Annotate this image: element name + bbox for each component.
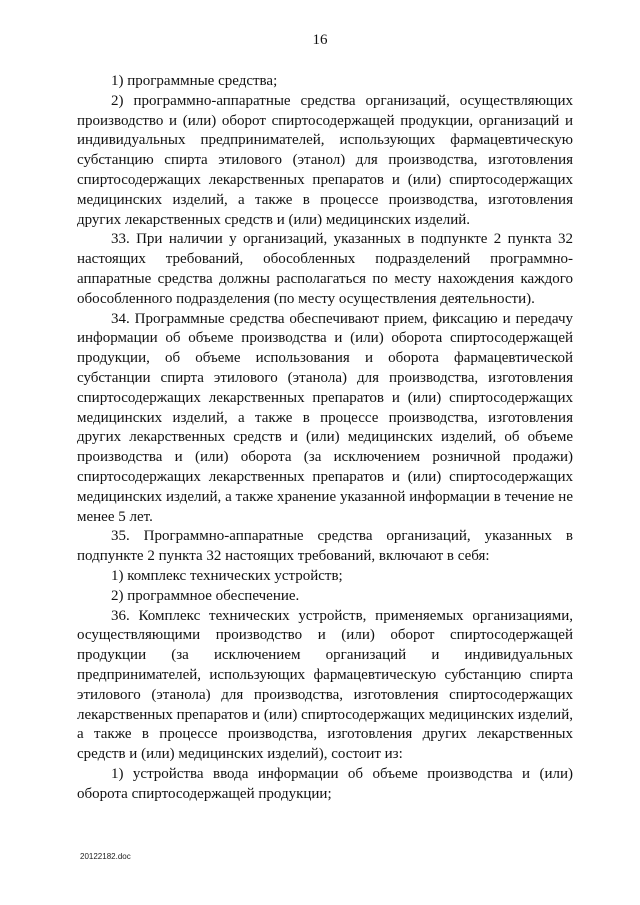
paragraph-36-item-1: 1) устройства ввода информации об объеме производства и (или) оборота спиртосодержащей продукции; [77, 765, 573, 802]
paragraph-33: 33. При наличии у организаций, указанных в подпункте 2 пункта 32 настоящих требований, обособленных подразделений программно-аппаратные средства должны располагаться по месту нахождения каждого обособленного подразделения (по месту осуществления деятельности). [77, 231, 573, 307]
paragraph-35: 35. Программно-аппаратные средства организаций, указанных в подпункте 2 пункта 32 настоящих требований, включают в себя: [77, 528, 573, 565]
document-filename-footer: 20122182.doc [80, 852, 131, 861]
paragraph-item-2-hardware-software: 2) программно-аппаратные средства организаций, осуществляющих производство и (или) оборот спиртосодержащей продукции, организаций и индивидуальных предпринимателей, использующих фармацевтическую субстанцию спирта этилового (этанол) для производства, изготовления спиртосодержащих лекарственных препаратов и (или) спиртосодержащих медицинских изделий, а также в процессе производства, изготовления других лекарственных средств и (или) медицинских изделий. [77, 92, 573, 228]
paragraph-36: 36. Комплекс технических устройств, применяемых организациями, осуществляющими производство и (или) оборот спиртосодержащей продукции (за исключением организаций и индивидуальных предпринимателей, использующих фармацевтическую субстанцию спирта этилового (этанола) для производства, изготовления спиртосодержащих лекарственных препаратов и (или) спиртосодержащих медицинских изделий, а также в процессе производства, изготовления других лекарственных средств и (или) медицинских изделий), состоит из: [77, 607, 573, 763]
page-number: 16 [312, 32, 328, 48]
paragraph-35-item-2: 2) программное обеспечение. [111, 587, 300, 604]
paragraph-item-1-software: 1) программные средства; [111, 73, 278, 89]
document-body [77, 72, 573, 804]
paragraph-35-item-1: 1) комплекс технических устройств; [111, 567, 343, 584]
paragraph-34: 34. Программные средства обеспечивают прием, фиксацию и передачу информации об объеме производства и (или) оборота спиртосодержащей продукции, об объеме использования и оборота фармацевтической субстанции спирта этилового (этанола) для производства, изготовления спиртосодержащих лекарственных препаратов и (или) спиртосодержащих медицинских изделий, а также в процессе производства, изготовления других лекарственных средств и (или) медицинских изделий, об объеме производства и (или) оборота (за исключением розничной продажи) спиртосодержащих лекарственных препаратов и (или) спиртосодержащих медицинских изделий, а также хранение указанной информации в течение не менее 5 лет. [77, 310, 573, 525]
